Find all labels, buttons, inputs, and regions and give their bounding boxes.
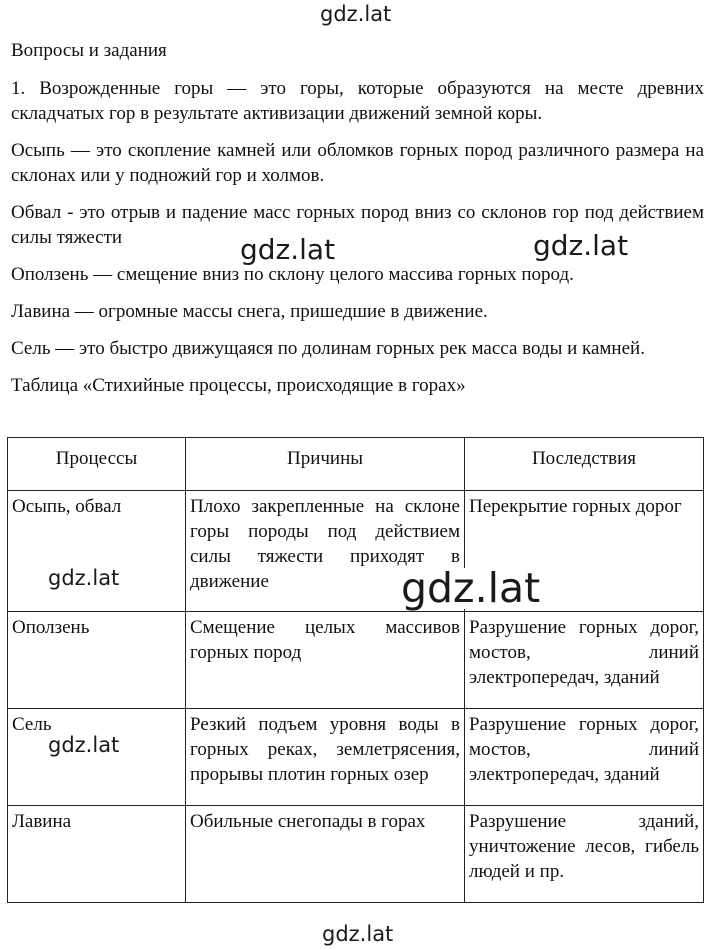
cell-consequence: Разрушение зданий, уничтожение лесов, гибель людей и пр. — [465, 806, 704, 903]
watermark-top: gdz.lat — [320, 2, 392, 26]
cell-cause: Плохо закрепленные на склоне горы породы под действием силы тяжести приходят в движение — [186, 491, 465, 612]
watermark-table-left-upper: gdz.lat — [48, 566, 120, 590]
column-header-processes: Процессы — [8, 438, 186, 491]
cell-consequence: Разрушение горных дорог, мостов, линий электропередач, зданий — [465, 709, 704, 806]
paragraph-scree: Осыпь — это скопление камней или обломков горных пород различного размера на склонах или у подножий гор и холмов. — [11, 140, 704, 186]
cell-process: Лавина — [8, 806, 186, 903]
table-caption: Таблица «Стихийные процессы, происходящие в горах» — [11, 375, 466, 396]
section-heading: Вопросы и задания — [11, 40, 167, 61]
paragraph-answer-1: 1. Возрожденные горы — это горы, которые образуются на месте древних складчатых гор в результате активизации движений земной коры. — [11, 78, 704, 124]
watermark-large: gdz.lat — [397, 568, 544, 609]
table-row — [8, 612, 704, 709]
cell-process: Оползень — [8, 612, 186, 709]
cell-consequence: Перекрытие горных дорог — [465, 491, 704, 612]
paragraph-mudflow: Сель — это быстро движущаяся по долинам горных рек масса воды и камней. — [11, 338, 645, 359]
document-body — [11, 38, 704, 398]
watermark-right-middle: gdz.lat — [533, 229, 629, 262]
watermark-left-middle: gdz.lat — [240, 233, 336, 266]
table-row — [8, 491, 704, 612]
table-header-row — [8, 438, 704, 491]
watermark-table-left-lower: gdz.lat — [48, 733, 120, 757]
cell-process: Сель — [8, 709, 186, 806]
cell-cause: Обильные снегопады в горах — [186, 806, 465, 903]
natural-processes-table — [7, 437, 704, 903]
paragraph-landslide: Оползень — смещение вниз по склону целого массива горных пород. — [11, 264, 574, 285]
cell-cause: Резкий подъем уровня воды в горных реках, землетрясения, прорывы плотин горных озер — [186, 709, 465, 806]
cell-process: Осыпь, обвал — [8, 491, 186, 612]
column-header-consequences: Последствия — [465, 438, 704, 491]
watermark-bottom: gdz.lat — [322, 922, 394, 946]
cell-cause: Смещение целых массивов горных пород — [186, 612, 465, 709]
table-row — [8, 806, 704, 903]
column-header-causes: Причины — [186, 438, 465, 491]
cell-consequence: Разрушение горных дорог, мостов, линий электропередач, зданий — [465, 612, 704, 709]
paragraph-rockfall: Обвал - это отрыв и падение масс горных пород вниз со склонов гор под действием силы тяжести — [11, 202, 704, 248]
table-row — [8, 709, 704, 806]
paragraph-avalanche: Лавина — огромные массы снега, пришедшие в движение. — [11, 301, 488, 322]
